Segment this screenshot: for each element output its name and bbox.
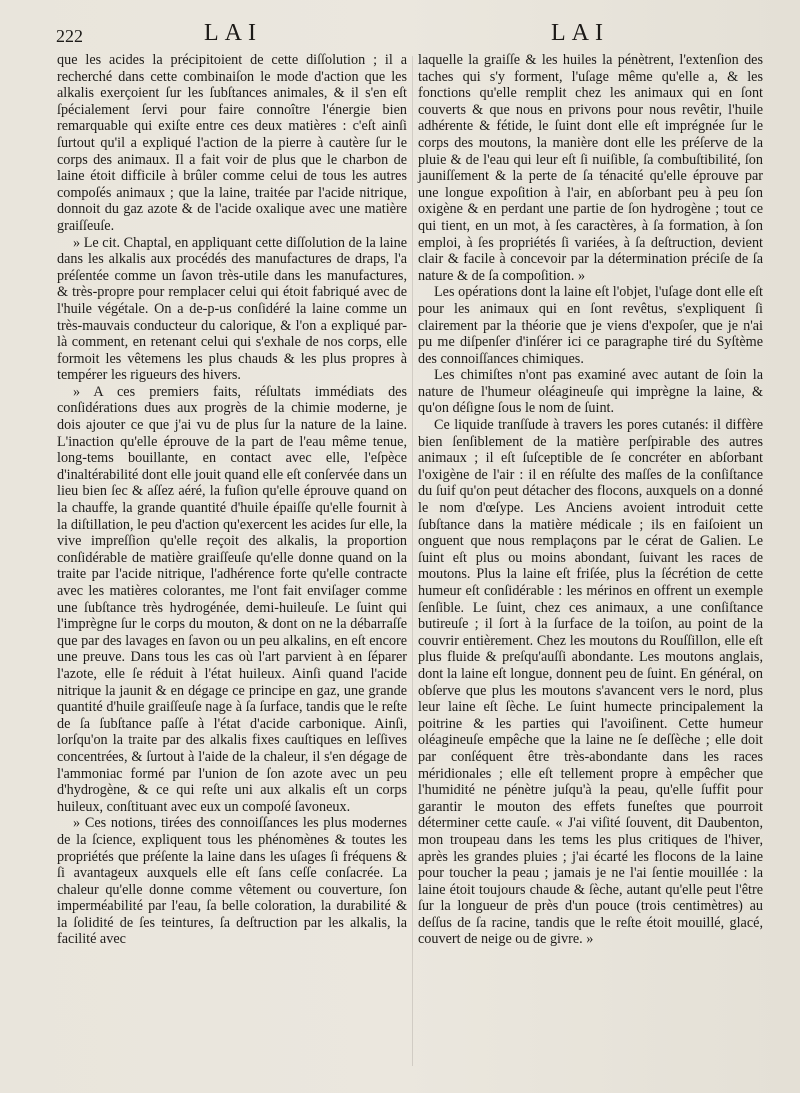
paragraph: laquelle la graiſſe & les huiles la pénètrent, l'extenſion des taches qui s'y forment, l'uſage même qu'elle a, & les fonctions qu'elle remplit chez les animaux qui en ſont couverts & que nous en privons pour nous revêtir, l'huile adhérente & fétide, le ſuint dont elle eſt imprégnée ſur le corps des moutons, la manière dont elle les préſerve de la pluie & de l'eau qui leur eſt ſi nuiſible, ſa combuſtibilité, ſon jauniſſement & la perte de ſa ténacité qu'elle éprouve par une longue expoſition à l'air, en abſorbant peu à peu ſon oxigène & en perdant une partie de ſon hydrogène ; tout ce qui tient, en un mot, à ſes caractères, à ſa formation, à ſon emploi, à ſes propriétés ſi variées, à ſa deſtruction, devient clair & facile à concevoir par la détermination préciſe de ſa nature & de ſa compoſition. » (418, 52, 763, 284)
left-column (57, 52, 407, 948)
right-column (418, 52, 763, 948)
paragraph: Ce liquide tranſſude à travers les pores cutanés: il diffère bien ſenſiblement de la matière perſpirable des autres animaux ; il eſt ſuſceptible de ſe concréter en abſorbant l'oxigène de l'air : il en réſulte des maſſes de la conſiſtance du ſuif qu'on peut détacher des flocons, auxquels on a donné le nom d'œſype. Les Anciens avoient introduit cette ſubſtance dans la matière médicale ; ils en faiſoient un onguent que nous remplaçons par le cérat de Galien. Le ſuint eſt plus ou moins abondant, ſuivant les races de moutons. Plus la laine eſt friſée, plus la ſécrétion de cette humeur eſt conſidérable : les mérinos en offrent un exemple ſenſible. Le ſuint, chez ces animaux, a une conſiſtance butireuſe ; il ſort à la ſurface de la toiſon, au point de la couvrir entièrement. Chez les moutons du Rouſſillon, elle eſt plus fluide & preſqu'auſſi abondante. Les moutons anglais, dont la laine eſt longue, donnent peu de ſuint. En général, on obſerve que plus les moutons s'avancent vers le nord, plus leur laine eſt ſèche. Le ſuint humecte principalement la poitrine & les parties qui l'avoiſinent. Cette humeur oléagineuſe empêche que la laine ne ſe deſſèche ; elle doit par conſéquent être très-abondante dans les races méridionales ; elle eſt tellement propre à empêcher que l'humidité ne pénètre juſqu'à la peau, qu'elle ſuffit pour garantir le mouton des effets funeſtes que pourroit déterminer cette cauſe. « J'ai viſité ſouvent, dit Daubenton, mon troupeau dans les tems les plus critiques de l'hiver, après les grandes pluies ; j'ai écarté les flocons de la laine pour toucher la peau ; jamais je ne l'ai ſentie mouillée : la laine étoit toujours chaude & ſèche, autant qu'elle peut l'être ſur la longueur de près d'un pouce (trois centimètres) au deſſus de ſa racine, tandis que le reſte étoit mouillé, glacé, couvert de neige ou de givre. » (418, 417, 763, 948)
paragraph: que les acides la précipitoient de cette diſſolution ; il a recherché dans cette combinaiſon le mode d'action que les alkalis exerçoient ſur les ſubſtances animales, & il s'en eſt ſpécialement ſervi pour faire connoître l'énergie bien remarquable qui exiſte entre ces deux matières : c'eſt ainſi ſurtout qu'il a expliqué l'action de la pierre à cautère ſur le corps des animaux. Il a fait voir de plus que le charbon de laine étoit difficile à brûler comme celui de tous les autres compoſés animaux ; que la laine, traitée par l'acide nitrique, donnoit du gaz azote & de l'acide oxalique avec une matière graiſſeuſe. (57, 52, 407, 234)
paragraph: » Le cit. Chaptal, en appliquant cette diſſolution de la laine dans les alkalis aux procédés des manufactures de draps, l'a préſentée comme un ſavon très-utile dans les manufactures, & très-propre pour remplacer celui qui étoit fabriqué avec de l'huile végétale. On a de-p-us conſidéré la laine comme un très-mauvais conducteur du calorique, & l'on a expliqué par-là comment, en retenant celui qui s'exhale de nos corps, elle formoit les vêtemens les plus chauds & les plus propres à tempérer les rigueurs des hivers. (57, 234, 407, 384)
paragraph: » A ces premiers faits, réſultats immédiats des conſidérations dues aux progrès de la chimie moderne, je dois ajouter ce que j'ai vu de plus ſur la nature de la laine. L'inaction qu'elle éprouve de la part de l'eau même tenue, long-tems bouillante, en contact avec elle, l'eſpèce d'inaltérabilité dont elle jouit quand elle eſt conſervée dans un lieu bien ſec & aſſez aéré, la fuſion qu'elle éprouve quand on la chauffe, la grande quantité d'huile épaiſſe qu'elle fournit à la diſtillation, le peu d'action qu'exercent les acides ſur elle, la vive impreſſion qu'elle reçoit des alkalis, la proportion conſidérable de matière graiſſeuſe qu'elle donne quand on la traite par l'acide nitrique, l'adhérence forte qu'elle contracte avec les matières colorantes, me l'ont fait enviſager comme une ſubſtance très hydrogénée, demi-huileuſe. Le ſuint qui l'imprègne ſur le corps du mouton, & dont on ne la débarraſſe que par des lavages en ſavon ou un peu alkalins, en eſt encore une preuve. Dans tous les cas où l'art parvient à en ſéparer l'azote, elle ſe réduit à l'état huileux. Ainſi quand l'acide nitrique la jaunit & en dégage ce principe en gaz, une grande quantité d'huile graiſſeuſe nage à ſa ſurface, tandis que le reſte de ſa ſubſtance paſſe à l'état d'acide carbonique. Ainſi, lorſqu'on la traite par des alkalis fixes cauſtiques en leſſives concentrées, & ſurtout à l'aide de la chaleur, il s'en dégage de l'ammoniac formé par l'union de ſon azote avec un peu d'hydrogène, & ce qui reſte uni aux alkalis eſt un corps huileux, conſtituant avec eux un compoſé ſavoneux. (57, 383, 407, 815)
right-running-title: LAI (551, 20, 609, 46)
column-divider (412, 56, 413, 1066)
left-running-title: LAI (204, 20, 262, 46)
paragraph: Les opérations dont la laine eſt l'objet, l'uſage dont elle eſt pour les animaux qui en ſont revêtus, s'expliquent ſi clairement par la théorie que je viens d'expoſer, que je n'ai pu me diſpenſer d'inſérer ici ce paragraphe tiré du Syſtème des connoiſſances chimiques. (418, 284, 763, 367)
page-number: 222 (56, 26, 83, 46)
paragraph: Les chimiſtes n'ont pas examiné avec autant de ſoin la nature de l'humeur oléagineuſe qui imprègne la laine, & qu'on déſigne ſous le nom de ſuint. (418, 367, 763, 417)
running-header (56, 20, 760, 50)
paragraph: » Ces notions, tirées des connoiſſances les plus modernes de la ſcience, expliquent tous les phénomènes & toutes les propriétés que préſente la laine dans les uſages ſi fréquens & ſi avantageux auxquels elle eſt ſans ceſſe conſacrée. La chaleur qu'elle donne comme vêtement ou couverture, ſon imperméabilité par l'eau, ſa belle coloration, la durabilité & la ſolidité de ſes teintures, ſa deſtruction par les alkalis, la facilité avec (57, 815, 407, 948)
